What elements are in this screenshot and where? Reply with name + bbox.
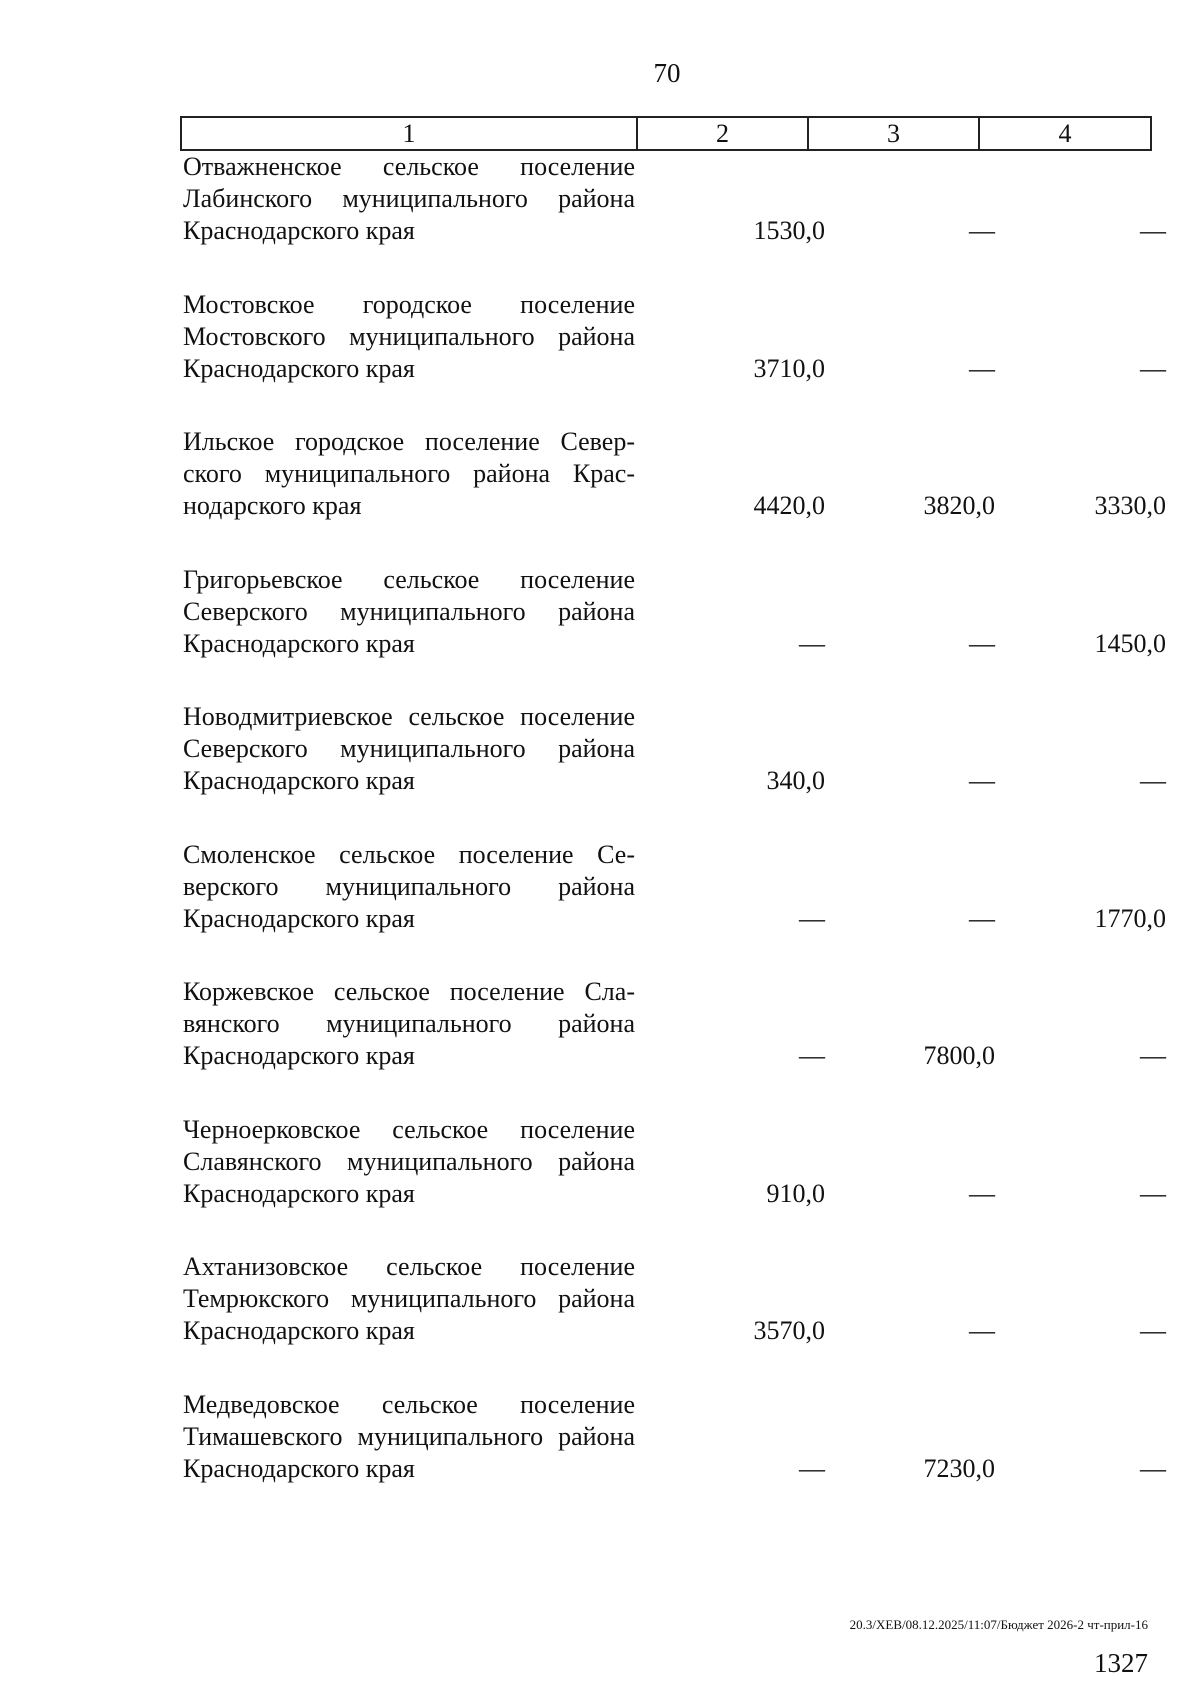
value-col-2: — xyxy=(799,1453,825,1483)
table-row xyxy=(180,976,1166,1114)
settlement-name: Отважненское сельское поселение Лабинского муниципального района Краснодарского края xyxy=(183,152,635,245)
value-col-2: 910,0 xyxy=(766,1178,825,1208)
table-row xyxy=(180,151,1166,289)
table-body xyxy=(180,151,1166,1526)
value-col-4: — xyxy=(1140,216,1166,245)
settlement-name: Ильское городское поселение Северского муниципального района Краснодарского края xyxy=(183,427,635,520)
column-header-4: 4 xyxy=(979,117,1151,150)
value-col-4: — xyxy=(1140,766,1166,795)
table-row xyxy=(180,289,1166,427)
settlement-name: Новодмитриевское сельское поселение Северского муниципального района Краснодарского края xyxy=(183,702,635,795)
table-row xyxy=(180,426,1166,564)
settlement-name: Медведовское сельское поселение Тимашевского муниципального района Краснодарского края xyxy=(183,1389,635,1483)
value-col-3: — xyxy=(969,628,995,658)
page-number: 70 xyxy=(653,58,681,88)
value-col-2: 4420,0 xyxy=(753,491,825,520)
value-col-2: — xyxy=(799,903,825,933)
table-row xyxy=(180,839,1166,977)
value-col-2: 3710,0 xyxy=(753,353,825,383)
value-col-2: 340,0 xyxy=(766,766,825,795)
value-col-3: — xyxy=(969,353,995,383)
value-col-2: — xyxy=(799,1041,825,1070)
settlement-name: Мостовское городское поселение Мостовского муниципального района Краснодарского края xyxy=(183,289,635,383)
settlement-name: Черноерковское сельское поселение Славянского муниципального района Краснодарского края xyxy=(183,1114,635,1208)
value-col-2: — xyxy=(799,628,825,658)
column-header-1: 1 xyxy=(181,117,637,150)
value-col-3: — xyxy=(969,1316,995,1345)
value-col-4: 3330,0 xyxy=(1094,491,1166,520)
settlement-name: Смоленское сельское поселение Северского муниципального района Краснодарского края xyxy=(183,839,635,933)
value-col-2: 3570,0 xyxy=(753,1316,825,1345)
column-header-3: 3 xyxy=(808,117,979,150)
value-col-3: — xyxy=(969,216,995,245)
value-col-4: 1770,0 xyxy=(1094,903,1166,933)
value-col-2: 1530,0 xyxy=(753,216,825,245)
table-row xyxy=(180,564,1166,702)
value-col-3: — xyxy=(969,766,995,795)
value-col-4: 1450,0 xyxy=(1094,628,1166,658)
value-col-4: — xyxy=(1140,353,1166,383)
value-col-3: 7230,0 xyxy=(923,1453,995,1483)
sheet-number: 1327 xyxy=(1094,1648,1148,1678)
value-col-3: — xyxy=(969,903,995,933)
value-col-4: — xyxy=(1140,1453,1166,1483)
value-col-3: — xyxy=(969,1178,995,1208)
value-col-4: — xyxy=(1140,1178,1166,1208)
table-row xyxy=(180,1389,1166,1527)
table-row xyxy=(180,1114,1166,1252)
table-header xyxy=(180,116,1152,151)
value-col-3: 7800,0 xyxy=(923,1041,995,1070)
settlement-name: Коржевское сельское поселение Славянского муниципального района Краснодарского края xyxy=(183,977,635,1070)
settlement-name: Ахтанизовское сельское поселение Темрюкского муниципального района Краснодарского края xyxy=(183,1252,635,1345)
settlement-name: Григорьевское сельское поселение Северского муниципального района Краснодарского края xyxy=(183,564,635,658)
table-row xyxy=(180,1251,1166,1389)
value-col-4: — xyxy=(1140,1316,1166,1345)
value-col-3: 3820,0 xyxy=(923,491,995,520)
table-row xyxy=(180,701,1166,839)
column-header-2: 2 xyxy=(637,117,808,150)
value-col-4: — xyxy=(1140,1041,1166,1070)
document-footer-code: 20.3/ХЕВ/08.12.2025/11:07/Бюджет 2026-2 чт-прил-16 xyxy=(849,1617,1148,1632)
